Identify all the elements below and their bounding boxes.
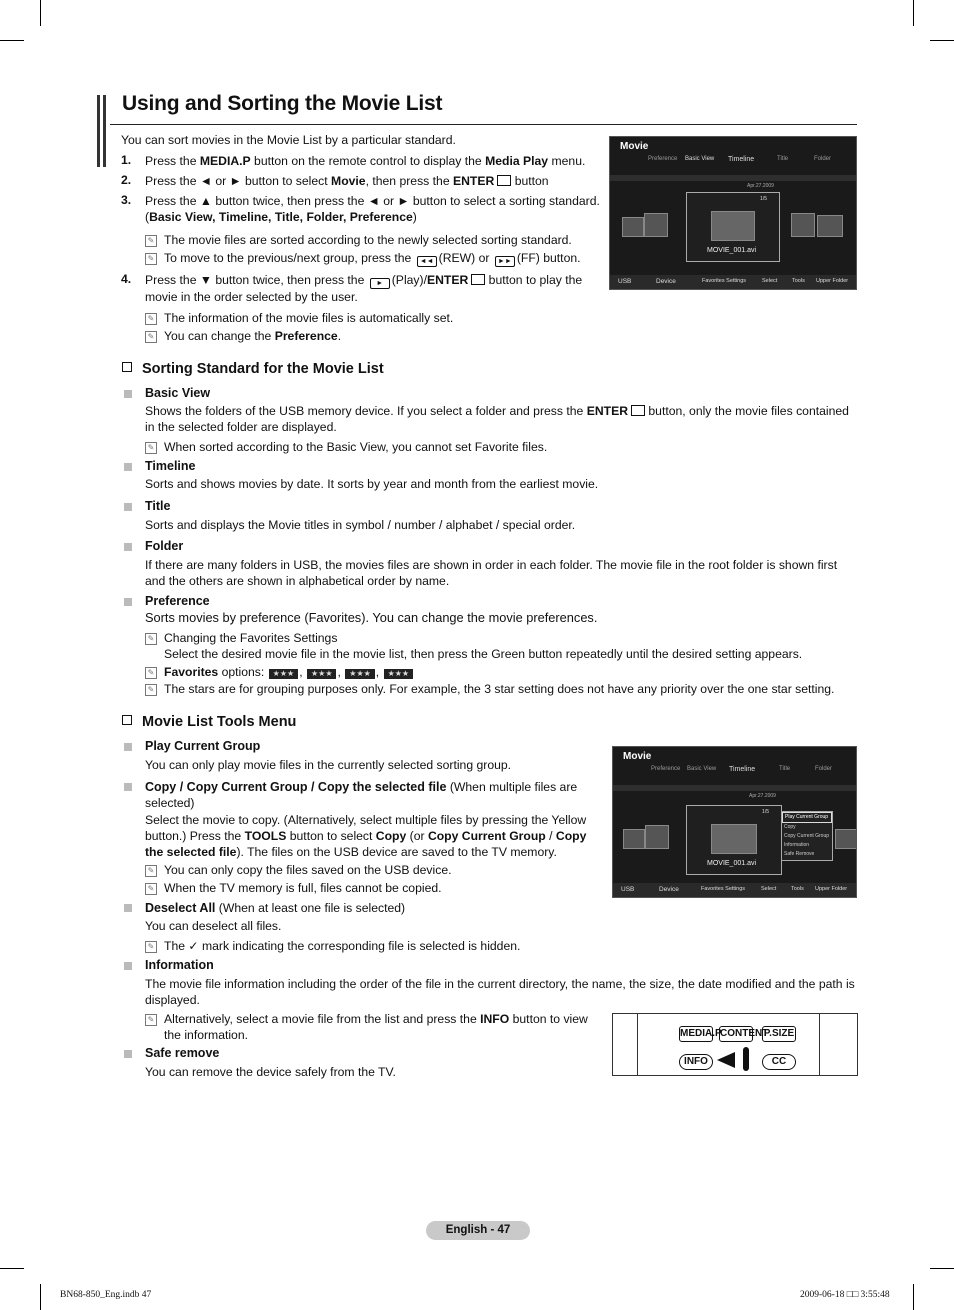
file-count: 1/5: [762, 809, 769, 815]
imprint-date: 2009-06-18 □□ 3:55:48: [800, 1290, 890, 1300]
step-number: 4.: [121, 272, 132, 286]
title-bar-decoration: [97, 95, 109, 167]
thumbnail: [645, 825, 669, 849]
selected-file-card: [686, 192, 780, 262]
item-text: Select the movie to copy. (Alternatively, select multiple files by pressing the Yellow button.) Press the TOOLS button to select Copy (or Copy Current Group / Copy the selected file). The files on the USB device are saved to the TV memory.: [145, 813, 587, 859]
stars-0-icon: ★★★: [269, 669, 299, 679]
footer-upper-folder: Upper Folder: [815, 886, 848, 892]
item-heading: Folder: [145, 539, 184, 553]
tab-title: Title: [777, 156, 789, 162]
item-heading: Information: [145, 958, 214, 972]
note-text: The stars are for grouping purposes only. For example, the 3 star setting does not have any priority over the one star setting.: [164, 682, 835, 696]
square-bullet-icon: [124, 962, 132, 970]
item-heading: Preference: [145, 594, 210, 608]
item-text: Shows the folders of the USB memory device. If you select a folder and press the ENTER button, only the movie files contained in the selected folder are displayed.: [145, 404, 849, 434]
note-icon: ✎: [145, 1014, 157, 1026]
item-text: If there are many folders in USB, the movies files are shown in order in each folder. The movie file in the root folder is shown first and the others are shown in alphabetical order by name.: [145, 558, 838, 588]
volume-rocker-icon: [743, 1047, 749, 1071]
tab-preference: Preference: [648, 156, 678, 162]
item-heading: Play Current Group: [145, 739, 261, 753]
square-bullet-icon: [124, 390, 132, 398]
thumbnail: [817, 215, 843, 237]
square-bullet-icon: [124, 904, 132, 912]
item-text: You can deselect all files.: [145, 919, 282, 933]
enter-icon: [497, 175, 511, 186]
thumbnail: [835, 829, 857, 849]
step-4: Press the ▼ button twice, then press the ► (Play)/ENTER button to play the movie in the order selected by the user.: [145, 273, 583, 304]
square-bullet-icon: [124, 783, 132, 791]
footer-select: Select: [762, 278, 778, 284]
note-text: You can only copy the files saved on the USB device.: [164, 863, 452, 877]
item-heading: Basic View: [145, 386, 211, 400]
step-2: Press the ◄ or ► button to select Movie, then press the ENTER button: [145, 174, 549, 188]
tools-menu-screenshot: [612, 746, 857, 898]
thumbnail: [644, 213, 668, 237]
movie-list-screenshot: [609, 136, 857, 290]
item-heading: Copy / Copy Current Group / Copy the selected file (When multiple files are selected): [145, 780, 578, 810]
note-icon: ✎: [145, 667, 157, 679]
crop-mark: [0, 1268, 24, 1269]
note-icon: ✎: [145, 442, 157, 454]
tools-menu: [781, 811, 833, 861]
screen-footer: [613, 883, 856, 897]
square-bullet-icon: [124, 503, 132, 511]
enter-icon: [631, 405, 645, 416]
checkbox-bullet-icon: [122, 362, 132, 372]
footer-tools: Tools: [792, 278, 805, 284]
stars-3-icon: ★★★: [384, 669, 414, 679]
crop-mark: [930, 40, 954, 41]
note-icon: ✎: [145, 684, 157, 696]
screen-title: Movie: [623, 751, 652, 762]
checkmark-icon: ✓: [188, 939, 199, 953]
crop-mark: [913, 0, 914, 26]
footer-favorites: Favorites Settings: [702, 278, 747, 284]
rew-icon: ◄◄: [417, 256, 437, 267]
remote-edge: [637, 1014, 638, 1075]
title-rule: [110, 124, 857, 125]
footer-favorites: Favorites Settings: [701, 886, 746, 892]
thumbnail: [711, 824, 757, 854]
item-heading: Safe remove: [145, 1046, 220, 1060]
item-text: Sorts movies by preference (Favorites). You can change the movie preferences.: [145, 610, 598, 625]
crop-mark: [40, 0, 41, 26]
crop-mark: [0, 40, 24, 41]
timeline-band: [613, 785, 856, 791]
note-text: The ✓ mark indicating the corresponding file is selected is hidden.: [164, 939, 521, 953]
item-heading: Timeline: [145, 459, 196, 473]
tab-timeline: Timeline: [729, 766, 756, 773]
tab-basic-view: Basic View: [687, 766, 717, 772]
file-count: 1/5: [760, 196, 767, 202]
menu-item-safe-remove[interactable]: Safe Remove: [784, 851, 815, 857]
note-text: To move to the previous/next group, press the ◄◄ (REW) or ►► (FF) button.: [164, 251, 581, 265]
enter-icon: [471, 274, 485, 285]
item-text: Sorts and displays the Movie titles in symbol / number / alphabet / special order.: [145, 518, 576, 532]
step-number: 3.: [121, 193, 132, 207]
media-p-button: MEDIA.P: [679, 1026, 713, 1042]
date-label: Apr.27.2009: [749, 793, 776, 799]
info-button: INFO: [679, 1054, 713, 1070]
note-icon: ✎: [145, 883, 157, 895]
note-text: The movie files are sorted according to the newly selected sorting standard.: [164, 233, 572, 247]
file-name: MOVIE_001.avi: [707, 247, 757, 254]
note-text: Favorites options: ★★★ , ★★★ , ★★★ , ★★★: [164, 664, 414, 680]
cc-button: CC: [762, 1054, 796, 1070]
footer-usb: USB: [618, 278, 632, 285]
item-text: The movie file information including the order of the file in the current directory, the name, the size, the date modified and the path is displayed.: [145, 977, 855, 1007]
item-text: You can only play movie files in the currently selected sorting group.: [145, 758, 512, 772]
tab-basic-view: Basic View: [685, 156, 715, 162]
note-icon: ✎: [145, 253, 157, 265]
footer-select: Select: [761, 886, 777, 892]
step-1: Press the MEDIA.P button on the remote control to display the Media Play menu.: [145, 154, 586, 168]
screen-footer: [610, 275, 856, 289]
note-icon: ✎: [145, 331, 157, 343]
crop-mark: [930, 1268, 954, 1269]
item-heading: Deselect All (When at least one file is selected): [145, 901, 406, 915]
footer-device: Device: [659, 886, 679, 893]
screen-title: Movie: [620, 141, 649, 152]
step-number: 2.: [121, 173, 132, 187]
page-title: Using and Sorting the Movie List: [122, 92, 443, 115]
stars-1-icon: ★★★: [307, 669, 337, 679]
imprint-file: BN68-850_Eng.indb 47: [60, 1290, 152, 1300]
tab-title: Title: [779, 766, 791, 772]
section-heading: Movie List Tools Menu: [122, 714, 296, 730]
square-bullet-icon: [124, 1050, 132, 1058]
file-name: MOVIE_001.avi: [707, 860, 757, 867]
thumbnail: [711, 211, 755, 241]
menu-item-copy[interactable]: Copy: [784, 824, 796, 830]
menu-item-copy-current-group[interactable]: Copy Current Group: [784, 833, 830, 839]
checkbox-bullet-icon: [122, 715, 132, 725]
crop-mark: [40, 1284, 41, 1310]
note-icon: ✎: [145, 941, 157, 953]
play-icon: ►: [370, 278, 390, 289]
note-icon: ✎: [145, 865, 157, 877]
footer-usb: USB: [621, 886, 635, 893]
tab-folder: Folder: [814, 156, 832, 162]
menu-item-play-current-group[interactable]: Play Current Group: [782, 812, 832, 823]
footer-tools: Tools: [791, 886, 804, 892]
remote-illustration: [612, 1013, 858, 1076]
note-text: You can change the Preference.: [164, 329, 342, 343]
content-button: CONTENT: [719, 1026, 753, 1042]
thumbnail: [623, 829, 645, 849]
remote-edge: [819, 1014, 820, 1075]
note-icon: ✎: [145, 633, 157, 645]
note-text: Alternatively, select a movie file from the list and press the INFO button to view the information.: [164, 1012, 588, 1042]
square-bullet-icon: [124, 598, 132, 606]
footer-upper-folder: Upper Folder: [816, 278, 849, 284]
menu-item-information[interactable]: Information: [784, 842, 810, 848]
note-text: The information of the movie files is automatically set.: [164, 311, 454, 325]
note-text: Changing the Favorites Settings Select the desired movie file in the movie list, then press the Green button repeatedly until the desired setting appears.: [164, 631, 803, 661]
tab-folder: Folder: [815, 766, 833, 772]
thumbnail: [622, 217, 644, 237]
note-icon: ✎: [145, 235, 157, 247]
item-text: You can remove the device safely from the TV.: [145, 1065, 396, 1079]
date-label: Apr.27.2009: [747, 183, 774, 189]
step-3: Press the ▲ button twice, then press the ◄ or ► button to select a sorting standard. (Basic View, Timeline, Title, Folder, Preference): [145, 194, 600, 224]
ff-icon: ►►: [495, 256, 515, 267]
stars-2-icon: ★★★: [345, 669, 375, 679]
p-size-button: P.SIZE: [762, 1026, 796, 1042]
intro-text: You can sort movies in the Movie List by a particular standard.: [121, 133, 456, 147]
footer-device: Device: [656, 278, 676, 285]
crop-mark: [913, 1284, 914, 1310]
square-bullet-icon: [124, 743, 132, 751]
step-number: 1.: [121, 153, 132, 167]
item-text: Sorts and shows movies by date. It sorts by year and month from the earliest movie.: [145, 477, 599, 491]
note-text: When sorted according to the Basic View, you cannot set Favorite files.: [164, 440, 548, 454]
note-text: When the TV memory is full, files cannot be copied.: [164, 881, 442, 895]
tab-timeline: Timeline: [728, 156, 755, 163]
selected-file-card: [686, 805, 782, 875]
page-number: English - 47: [426, 1221, 530, 1240]
square-bullet-icon: [124, 543, 132, 551]
item-heading: Title: [145, 499, 171, 513]
thumbnail: [791, 213, 815, 237]
square-bullet-icon: [124, 463, 132, 471]
section-heading: Sorting Standard for the Movie List: [122, 361, 384, 377]
note-icon: ✎: [145, 313, 157, 325]
speaker-icon: [717, 1052, 735, 1068]
tab-preference: Preference: [651, 766, 681, 772]
timeline-band: [610, 175, 856, 181]
